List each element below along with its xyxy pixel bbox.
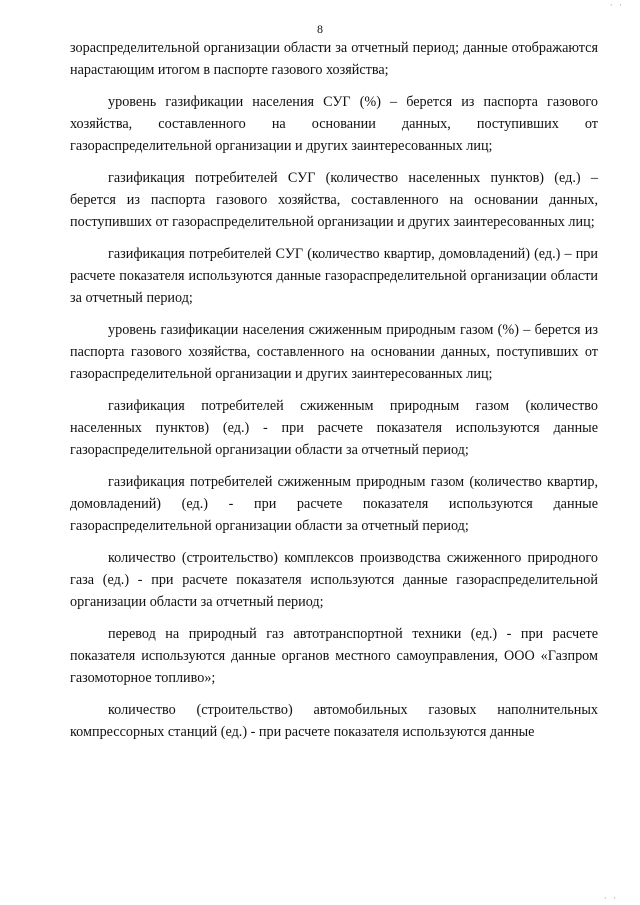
paragraph-lng-settlements: газификация потребителей сжиженным природным газом (количество населенных пунктов) (ед.) - при расчете показателя используются данные газораспределительной организации области за отчетный период; (70, 397, 598, 459)
paragraph-lpg-apartments: газификация потребителей СУГ (количество квартир, домовладений) (ед.) – при расчете показателя используются данные газораспределительной организации области за отчетный период; (70, 245, 598, 307)
page-number: 8 (317, 22, 323, 36)
paragraph-lpg-settlements: газификация потребителей СУГ (количество населенных пунктов) (ед.) – берется из паспорта газового хозяйства, составленного на основании данных, поступивших от газораспределительной организации и других заинтересованных лиц; (70, 169, 598, 231)
paragraph-lng-gasification-level: уровень газификации населения сжиженным природным газом (%) – берется из паспорта газового хозяйства, составленного на основании данных, поступивших от газораспределительной организации и других заинтересованных лиц; (70, 321, 598, 383)
scan-corner-mark-top: · · (609, 0, 624, 10)
paragraph-cng-stations: количество (строительство) автомобильных газовых наполнительных компрессорных станций (ед.) - при расчете показателя используются данные (70, 701, 598, 740)
paragraph-lng-complexes: количество (строительство) комплексов производства сжиженного природного газа (ед.) - при расчете показателя используются данные газораспределительной организации области за отчетный период; (70, 549, 598, 611)
paragraph-lpg-gasification-level: уровень газификации населения СУГ (%) – берется из паспорта газового хозяйства, составленного на основании данных, поступивших от газораспределительной организации и других заинтересованных лиц; (70, 93, 598, 155)
paragraph-continuation: зораспределительной организации области за отчетный период; данные отображаются нарастающим итогом в паспорте газового хозяйства; (70, 40, 598, 79)
paragraph-vehicle-conversion: перевод на природный газ автотранспортной техники (ед.) - при расчете показателя используются данные органов местного самоуправления, ООО «Газпром газомоторное топливо»; (70, 625, 598, 687)
paragraph-lng-apartments: газификация потребителей сжиженным природным газом (количество квартир, домовладений) (ед.) - при расчете показателя используются данные газораспределительной организации области за отчетный период; (70, 473, 598, 535)
document-body (70, 37, 598, 753)
scan-corner-mark-bottom: · · (603, 893, 618, 903)
